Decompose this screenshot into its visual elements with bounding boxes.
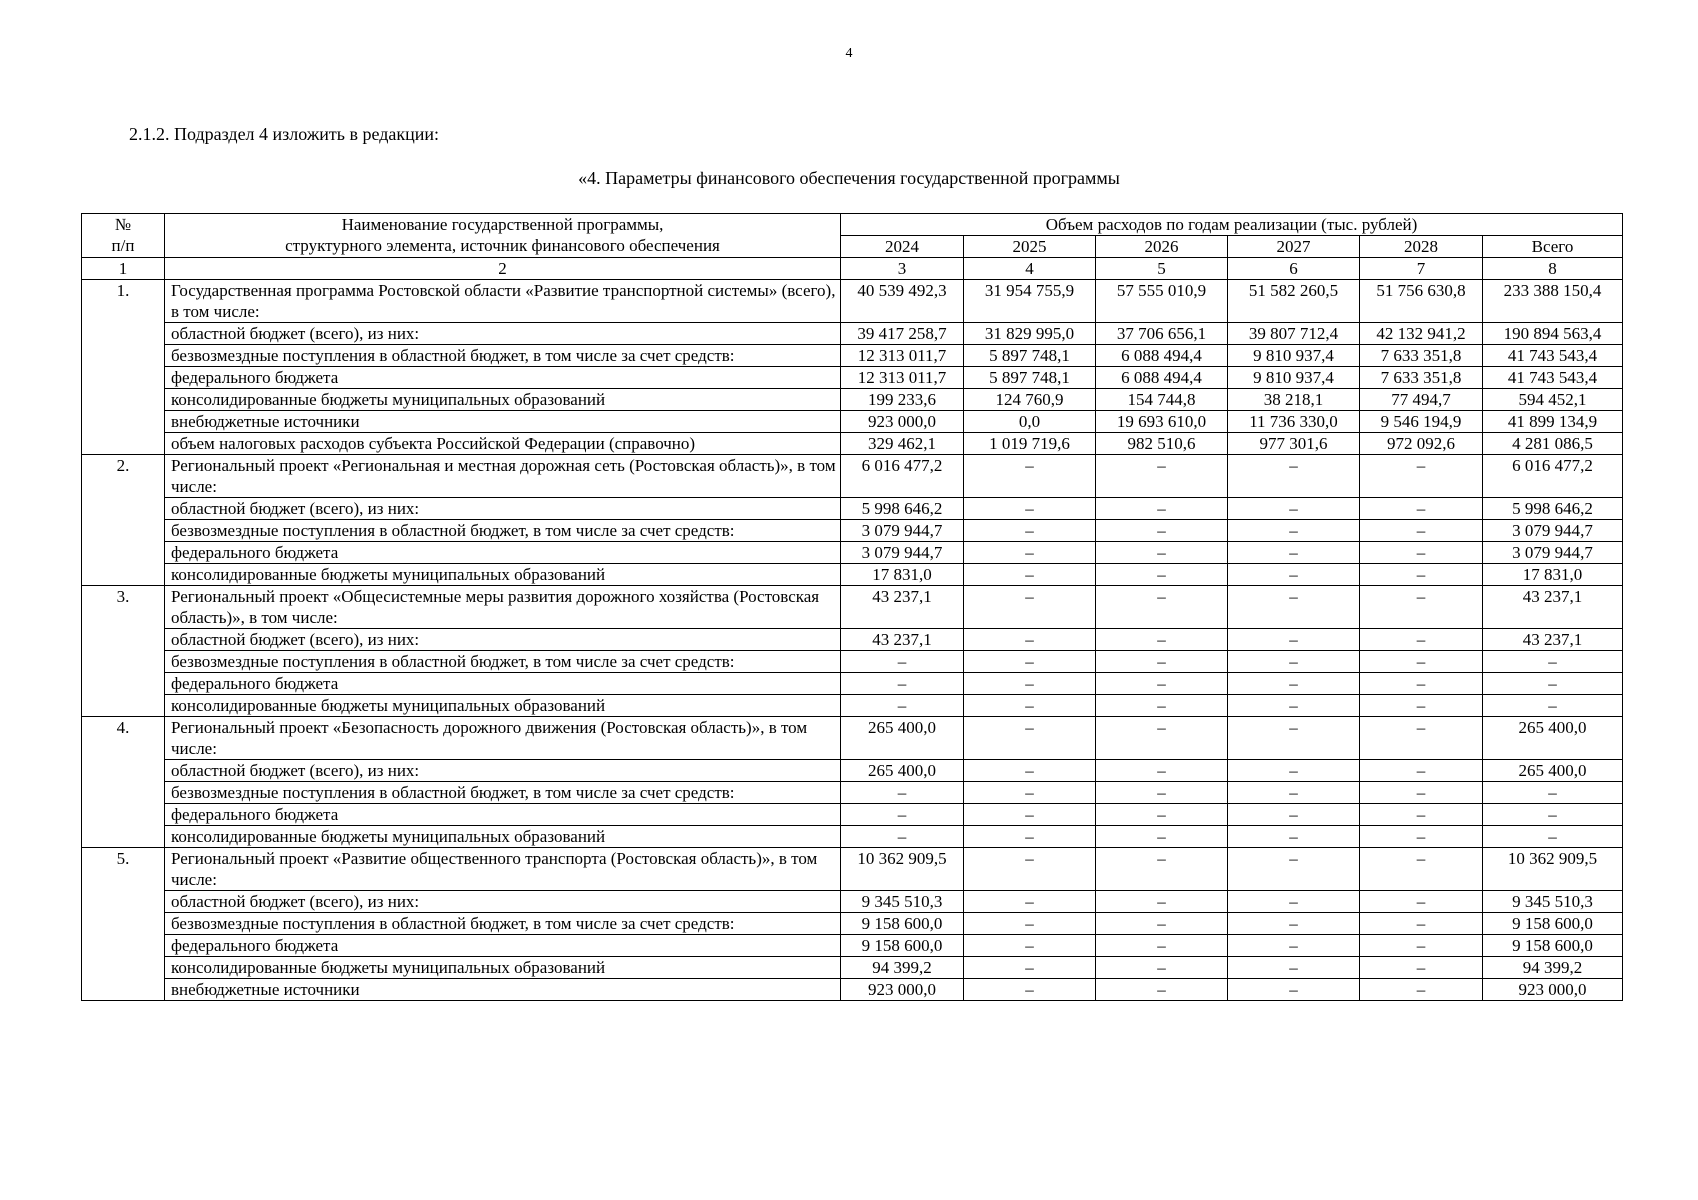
year-value: – xyxy=(1096,673,1228,695)
year-value: – xyxy=(964,695,1096,717)
year-value: 0,0 xyxy=(964,411,1096,433)
year-value: – xyxy=(1228,455,1360,498)
year-value: – xyxy=(841,673,964,695)
year-value: – xyxy=(1360,695,1483,717)
year-value: – xyxy=(1096,848,1228,891)
table-row xyxy=(82,935,1623,957)
year-value: – xyxy=(964,455,1096,498)
year-value: – xyxy=(1096,455,1228,498)
year-value: – xyxy=(1096,651,1228,673)
year-value: 5 998 646,2 xyxy=(841,498,964,520)
total-value: 3 079 944,7 xyxy=(1483,542,1623,564)
funding-source: безвозмездные поступления в областной бюджет, в том числе за счет средств: xyxy=(165,520,841,542)
funding-source: внебюджетные источники xyxy=(165,979,841,1001)
year-value: – xyxy=(1228,520,1360,542)
year-value: 7 633 351,8 xyxy=(1360,345,1483,367)
total-value: 41 743 543,4 xyxy=(1483,367,1623,389)
financing-table xyxy=(81,213,1623,1001)
page-number: 4 xyxy=(845,46,853,61)
table-row xyxy=(82,782,1623,804)
year-value: – xyxy=(964,717,1096,760)
year-value: 39 807 712,4 xyxy=(1228,323,1360,345)
year-value: 43 237,1 xyxy=(841,629,964,651)
year-value: – xyxy=(1360,826,1483,848)
year-value: 39 417 258,7 xyxy=(841,323,964,345)
year-value: 265 400,0 xyxy=(841,760,964,782)
table-row xyxy=(82,717,1623,760)
program-name: Региональный проект «Общесистемные меры развития дорожного хозяйства (Ростовская область)», в том числе: xyxy=(165,586,841,629)
year-value: – xyxy=(1096,891,1228,913)
row-number: 3. xyxy=(82,586,165,717)
year-value: – xyxy=(964,542,1096,564)
column-index: 7 xyxy=(1360,258,1483,280)
table-row xyxy=(82,826,1623,848)
funding-source: областной бюджет (всего), из них: xyxy=(165,323,841,345)
total-value: 190 894 563,4 xyxy=(1483,323,1623,345)
year-value: – xyxy=(1228,673,1360,695)
total-value: – xyxy=(1483,826,1623,848)
program-name: Государственная программа Ростовской области «Развитие транспортной системы» (всего), в том числе: xyxy=(165,280,841,323)
year-value: – xyxy=(1228,804,1360,826)
total-value: 41 743 543,4 xyxy=(1483,345,1623,367)
year-value: 31 954 755,9 xyxy=(964,280,1096,323)
year-value: – xyxy=(1360,629,1483,651)
year-value: 12 313 011,7 xyxy=(841,345,964,367)
total-value: 17 831,0 xyxy=(1483,564,1623,586)
year-value: – xyxy=(964,826,1096,848)
funding-source: консолидированные бюджеты муниципальных образований xyxy=(165,957,841,979)
year-value: 40 539 492,3 xyxy=(841,280,964,323)
year-value: – xyxy=(1096,782,1228,804)
funding-source: безвозмездные поступления в областной бюджет, в том числе за счет средств: xyxy=(165,345,841,367)
year-value: 265 400,0 xyxy=(841,717,964,760)
year-value: – xyxy=(1360,760,1483,782)
year-value: – xyxy=(1360,586,1483,629)
table-row xyxy=(82,367,1623,389)
funding-source: безвозмездные поступления в областной бюджет, в том числе за счет средств: xyxy=(165,651,841,673)
table-row xyxy=(82,564,1623,586)
table-row xyxy=(82,629,1623,651)
year-value: 38 218,1 xyxy=(1228,389,1360,411)
table-row xyxy=(82,323,1623,345)
year-value: – xyxy=(1096,586,1228,629)
table-row xyxy=(82,804,1623,826)
funding-source: областной бюджет (всего), из них: xyxy=(165,891,841,913)
funding-source: федерального бюджета xyxy=(165,935,841,957)
year-value: – xyxy=(1360,564,1483,586)
year-value: 5 897 748,1 xyxy=(964,367,1096,389)
year-value: – xyxy=(1096,498,1228,520)
year-value: – xyxy=(1228,651,1360,673)
table-header xyxy=(82,214,1623,280)
year-value: – xyxy=(1096,935,1228,957)
funding-source: областной бюджет (всего), из них: xyxy=(165,760,841,782)
year-value: 9 810 937,4 xyxy=(1228,345,1360,367)
year-value: – xyxy=(1096,542,1228,564)
year-value: 37 706 656,1 xyxy=(1096,323,1228,345)
program-name: Региональный проект «Безопасность дорожного движения (Ростовская область)», в том числе: xyxy=(165,717,841,760)
year-value: – xyxy=(1360,455,1483,498)
year-value: 5 897 748,1 xyxy=(964,345,1096,367)
year-value: – xyxy=(1228,564,1360,586)
table-row xyxy=(82,979,1623,1001)
year-value: 199 233,6 xyxy=(841,389,964,411)
year-value: – xyxy=(1360,498,1483,520)
year-value: – xyxy=(964,848,1096,891)
year-value: 923 000,0 xyxy=(841,979,964,1001)
year-value: 17 831,0 xyxy=(841,564,964,586)
year-value: – xyxy=(1228,542,1360,564)
row-number: 4. xyxy=(82,717,165,848)
year-value: – xyxy=(964,564,1096,586)
table-row xyxy=(82,695,1623,717)
year-value: 154 744,8 xyxy=(1096,389,1228,411)
funding-source: консолидированные бюджеты муниципальных образований xyxy=(165,564,841,586)
total-value: 41 899 134,9 xyxy=(1483,411,1623,433)
year-value: – xyxy=(964,651,1096,673)
year-value: – xyxy=(1228,782,1360,804)
header-volume: Объем расходов по годам реализации (тыс. рублей) xyxy=(841,214,1623,236)
total-value: 265 400,0 xyxy=(1483,760,1623,782)
year-value: 43 237,1 xyxy=(841,586,964,629)
year-value: 11 736 330,0 xyxy=(1228,411,1360,433)
year-value: – xyxy=(964,957,1096,979)
year-value: – xyxy=(1360,848,1483,891)
year-value: – xyxy=(964,804,1096,826)
year-value: 19 693 610,0 xyxy=(1096,411,1228,433)
program-name: Региональный проект «Развитие общественного транспорта (Ростовская область)», в том числе: xyxy=(165,848,841,891)
header-year: 2028 xyxy=(1360,236,1483,258)
header-year: 2027 xyxy=(1228,236,1360,258)
year-value: – xyxy=(1096,826,1228,848)
table-row xyxy=(82,520,1623,542)
year-value: 3 079 944,7 xyxy=(841,542,964,564)
year-value: 3 079 944,7 xyxy=(841,520,964,542)
intro-text: 2.1.2. Подраздел 4 изложить в редакции: xyxy=(129,124,440,144)
total-value: – xyxy=(1483,782,1623,804)
year-value: – xyxy=(964,520,1096,542)
funding-source: областной бюджет (всего), из них: xyxy=(165,629,841,651)
total-value: 265 400,0 xyxy=(1483,717,1623,760)
funding-source: консолидированные бюджеты муниципальных образований xyxy=(165,826,841,848)
table-row xyxy=(82,280,1623,323)
year-value: – xyxy=(1096,520,1228,542)
table-body xyxy=(82,280,1623,1001)
table-row xyxy=(82,848,1623,891)
year-value: – xyxy=(1360,957,1483,979)
year-value: – xyxy=(1096,717,1228,760)
table-row xyxy=(82,345,1623,367)
year-value: – xyxy=(841,695,964,717)
year-value: 77 494,7 xyxy=(1360,389,1483,411)
header-year: 2025 xyxy=(964,236,1096,258)
total-value: 43 237,1 xyxy=(1483,629,1623,651)
year-value: 9 345 510,3 xyxy=(841,891,964,913)
year-value: 51 582 260,5 xyxy=(1228,280,1360,323)
row-number: 5. xyxy=(82,848,165,1001)
total-value: – xyxy=(1483,804,1623,826)
year-value: 94 399,2 xyxy=(841,957,964,979)
year-value: – xyxy=(1096,695,1228,717)
table-row xyxy=(82,891,1623,913)
year-value: – xyxy=(1360,979,1483,1001)
year-value: – xyxy=(1360,804,1483,826)
year-value: 10 362 909,5 xyxy=(841,848,964,891)
row-number: 2. xyxy=(82,455,165,586)
program-name: Региональный проект «Региональная и местная дорожная сеть (Ростовская область)», в том числе: xyxy=(165,455,841,498)
header-year: 2024 xyxy=(841,236,964,258)
total-value: – xyxy=(1483,651,1623,673)
year-value: – xyxy=(1360,542,1483,564)
total-value: 3 079 944,7 xyxy=(1483,520,1623,542)
table-row xyxy=(82,957,1623,979)
table-row xyxy=(82,673,1623,695)
year-value: – xyxy=(841,804,964,826)
year-value: – xyxy=(1360,673,1483,695)
year-value: – xyxy=(1228,498,1360,520)
table-row xyxy=(82,651,1623,673)
year-value: – xyxy=(1096,913,1228,935)
table-row xyxy=(82,455,1623,498)
total-value: 9 158 600,0 xyxy=(1483,935,1623,957)
table-row xyxy=(82,411,1623,433)
total-value: 9 158 600,0 xyxy=(1483,913,1623,935)
funding-source: консолидированные бюджеты муниципальных образований xyxy=(165,389,841,411)
table-row xyxy=(82,498,1623,520)
year-value: – xyxy=(1228,695,1360,717)
column-index: 1 xyxy=(82,258,165,280)
year-value: – xyxy=(1096,760,1228,782)
total-value: 5 998 646,2 xyxy=(1483,498,1623,520)
funding-source: федерального бюджета xyxy=(165,542,841,564)
table-row xyxy=(82,913,1623,935)
year-value: – xyxy=(1228,760,1360,782)
year-value: 6 016 477,2 xyxy=(841,455,964,498)
year-value: 9 158 600,0 xyxy=(841,935,964,957)
total-value: – xyxy=(1483,695,1623,717)
year-value: – xyxy=(841,782,964,804)
year-value: 977 301,6 xyxy=(1228,433,1360,455)
year-value: – xyxy=(964,935,1096,957)
year-value: – xyxy=(964,913,1096,935)
year-value: 1 019 719,6 xyxy=(964,433,1096,455)
year-value: 923 000,0 xyxy=(841,411,964,433)
year-value: 9 546 194,9 xyxy=(1360,411,1483,433)
year-value: 12 313 011,7 xyxy=(841,367,964,389)
year-value: – xyxy=(1360,782,1483,804)
funding-source: федерального бюджета xyxy=(165,804,841,826)
year-value: – xyxy=(1228,913,1360,935)
column-index: 4 xyxy=(964,258,1096,280)
total-value: 94 399,2 xyxy=(1483,957,1623,979)
funding-source: федерального бюджета xyxy=(165,673,841,695)
year-value: – xyxy=(1360,891,1483,913)
year-value: – xyxy=(1096,564,1228,586)
row-number: 1. xyxy=(82,280,165,455)
year-value: – xyxy=(964,673,1096,695)
year-value: – xyxy=(964,629,1096,651)
year-value: – xyxy=(1228,891,1360,913)
table-row xyxy=(82,760,1623,782)
funding-source: объем налоговых расходов субъекта Российской Федерации (справочно) xyxy=(165,433,841,455)
year-value: 6 088 494,4 xyxy=(1096,367,1228,389)
year-value: – xyxy=(841,651,964,673)
year-value: – xyxy=(1228,629,1360,651)
year-value: – xyxy=(1096,957,1228,979)
year-value: 124 760,9 xyxy=(964,389,1096,411)
section-title: «4. Параметры финансового обеспечения государственной программы xyxy=(578,168,1120,188)
header-name: Наименование государственной программы, структурного элемента, источник финансового обеспечения xyxy=(165,214,841,258)
column-index: 6 xyxy=(1228,258,1360,280)
total-value: 10 362 909,5 xyxy=(1483,848,1623,891)
total-value: 923 000,0 xyxy=(1483,979,1623,1001)
year-value: – xyxy=(1360,913,1483,935)
column-index-row xyxy=(82,258,1623,280)
year-value: – xyxy=(964,979,1096,1001)
funding-source: областной бюджет (всего), из них: xyxy=(165,498,841,520)
year-value: 982 510,6 xyxy=(1096,433,1228,455)
column-index: 8 xyxy=(1483,258,1623,280)
table-row xyxy=(82,542,1623,564)
year-value: – xyxy=(1360,935,1483,957)
funding-source: безвозмездные поступления в областной бюджет, в том числе за счет средств: xyxy=(165,913,841,935)
year-value: – xyxy=(1228,717,1360,760)
header-number: № п/п xyxy=(82,214,165,258)
total-value: 594 452,1 xyxy=(1483,389,1623,411)
header-year: 2026 xyxy=(1096,236,1228,258)
year-value: 9 158 600,0 xyxy=(841,913,964,935)
year-value: – xyxy=(964,586,1096,629)
year-value: – xyxy=(1096,979,1228,1001)
funding-source: безвозмездные поступления в областной бюджет, в том числе за счет средств: xyxy=(165,782,841,804)
year-value: 6 088 494,4 xyxy=(1096,345,1228,367)
column-index: 3 xyxy=(841,258,964,280)
year-value: 51 756 630,8 xyxy=(1360,280,1483,323)
table-row xyxy=(82,389,1623,411)
total-value: 6 016 477,2 xyxy=(1483,455,1623,498)
funding-source: федерального бюджета xyxy=(165,367,841,389)
total-value: 233 388 150,4 xyxy=(1483,280,1623,323)
year-value: – xyxy=(1228,586,1360,629)
year-value: – xyxy=(1360,651,1483,673)
total-value: 43 237,1 xyxy=(1483,586,1623,629)
year-value: – xyxy=(1228,957,1360,979)
year-value: – xyxy=(1228,935,1360,957)
year-value: 972 092,6 xyxy=(1360,433,1483,455)
year-value: – xyxy=(1228,848,1360,891)
year-value: 7 633 351,8 xyxy=(1360,367,1483,389)
header-total: Всего xyxy=(1483,236,1623,258)
column-index: 5 xyxy=(1096,258,1228,280)
year-value: – xyxy=(1096,629,1228,651)
total-value: 4 281 086,5 xyxy=(1483,433,1623,455)
funding-source: консолидированные бюджеты муниципальных образований xyxy=(165,695,841,717)
year-value: 42 132 941,2 xyxy=(1360,323,1483,345)
year-value: – xyxy=(964,760,1096,782)
funding-source: внебюджетные источники xyxy=(165,411,841,433)
year-value: – xyxy=(1228,826,1360,848)
table-row xyxy=(82,433,1623,455)
year-value: 31 829 995,0 xyxy=(964,323,1096,345)
total-value: 9 345 510,3 xyxy=(1483,891,1623,913)
year-value: – xyxy=(964,782,1096,804)
year-value: – xyxy=(1360,520,1483,542)
year-value: – xyxy=(841,826,964,848)
year-value: – xyxy=(964,498,1096,520)
table-row xyxy=(82,586,1623,629)
year-value: – xyxy=(1096,804,1228,826)
year-value: – xyxy=(1360,717,1483,760)
year-value: – xyxy=(1228,979,1360,1001)
year-value: – xyxy=(964,891,1096,913)
column-index: 2 xyxy=(165,258,841,280)
total-value: – xyxy=(1483,673,1623,695)
year-value: 9 810 937,4 xyxy=(1228,367,1360,389)
year-value: 329 462,1 xyxy=(841,433,964,455)
year-value: 57 555 010,9 xyxy=(1096,280,1228,323)
